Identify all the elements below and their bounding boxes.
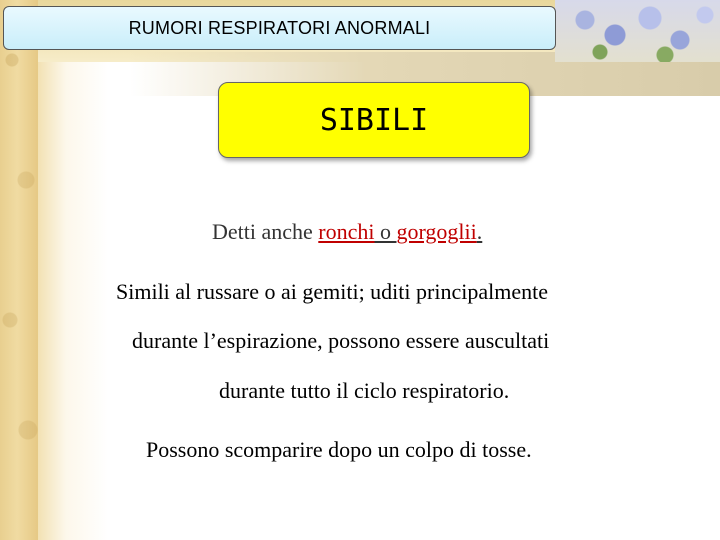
term-gorgoglii: gorgoglii <box>396 219 477 244</box>
body-line-cycle: durante tutto il ciclo respiratorio. <box>219 378 510 403</box>
body-line-expiration: durante l’espirazione, possono essere auscultati <box>132 328 550 353</box>
aliases-connector: o <box>374 219 397 244</box>
body-line-aliases <box>212 219 482 245</box>
body-line-cough: Possono scomparire dopo un colpo di tosse. <box>146 437 532 462</box>
aliases-suffix: . <box>476 219 483 244</box>
aliases-prefix: Detti anche <box>212 219 319 244</box>
term-ronchi: ronchi <box>318 219 375 244</box>
flowers-image <box>555 0 720 62</box>
slide-title: RUMORI RESPIRATORI ANORMALI <box>3 6 556 50</box>
parchment-border-decoration <box>0 0 38 540</box>
parchment-fade-decoration <box>38 60 108 540</box>
body-line-description: Simili al russare o ai gemiti; uditi principalmente <box>116 279 548 304</box>
section-heading: SIBILI <box>218 82 530 158</box>
